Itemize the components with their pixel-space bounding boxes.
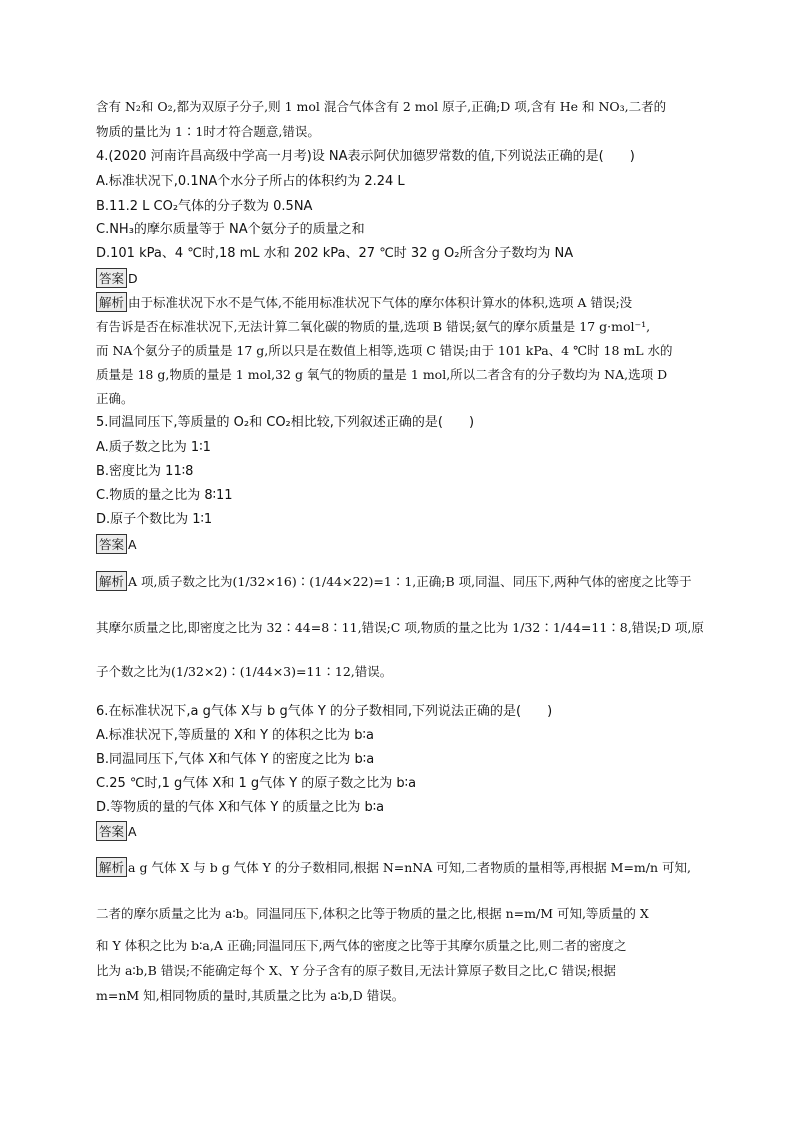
question-4-analysis-line-4: 质量是 18 g,物质的量是 1 mol,32 g 氧气的物质的量是 1 mol,所以二者含有的分子数均为 NA,选项 D <box>96 367 668 382</box>
question-5-stem: 5.同温同压下,等质量的 O₂和 CO₂相比较,下列叙述正确的是( ) <box>96 415 475 430</box>
question-4-option-a: A.标准状况下,0.1NA个水分子所占的体积约为 2.24 L <box>96 174 405 189</box>
analysis-label: 解析 <box>96 857 127 877</box>
question-6-answer <box>96 821 137 841</box>
question-4-option-b: B.11.2 L CO₂气体的分子数为 0.5NA <box>96 199 313 214</box>
question-5-answer <box>96 534 137 554</box>
question-6-stem: 6.在标准状况下,a g气体 X与 b g气体 Y 的分子数相同,下列说法正确的是( ) <box>96 704 553 719</box>
question-5-option-d: D.原子个数比为 1∶1 <box>96 512 213 527</box>
question-5-analysis-line-2: 其摩尔质量之比,即密度之比为 32∶44=8∶11,错误;C 项,物质的量之比为 1/32∶1/44=11∶8,错误;D 项,原 <box>96 620 704 635</box>
analysis-label: 解析 <box>96 571 127 591</box>
answer-value: D <box>128 271 138 286</box>
question-6-option-c: C.25 ℃时,1 g气体 X和 1 g气体 Y 的原子数之比为 b∶a <box>96 776 417 791</box>
question-4-analysis-line-5: 正确。 <box>96 391 134 406</box>
question-4-analysis-line-2: 有告诉是否在标准状况下,无法计算二氧化碳的物质的量,选项 B 错误;氨气的摩尔质量是 17 g·mol⁻¹, <box>96 319 651 334</box>
question-4-option-c: C.NH₃的摩尔质量等于 NA个氨分子的质量之和 <box>96 222 365 237</box>
answer-label: 答案 <box>96 821 127 841</box>
question-6-analysis-line-2: 二者的摩尔质量之比为 a∶b。同温同压下,体积之比等于物质的量之比,根据 n=m/M 可知,等质量的 X <box>96 906 649 921</box>
question-4-analysis-line-1 <box>96 292 632 312</box>
prev-analysis-line-2: 物质的量比为 1∶1时才符合题意,错误。 <box>96 124 320 139</box>
question-6-analysis-line-3: 和 Y 体积之比为 b∶a,A 正确;同温同压下,两气体的密度之比等于其摩尔质量之比,则二者的密度之 <box>96 938 627 953</box>
question-4-stem: 4.(2020 河南许昌高级中学高一月考)设 NA表示阿伏加德罗常数的值,下列说法正确的是( ) <box>96 149 635 164</box>
question-5-option-a: A.质子数之比为 1∶1 <box>96 440 211 455</box>
analysis-text: A 项,质子数之比为(1/32×16)∶(1/44×22)=1∶1,正确;B 项,同温、同压下,两种气体的密度之比等于 <box>128 574 692 589</box>
analysis-text: a g 气体 X 与 b g 气体 Y 的分子数相同,根据 N=nNA 可知,二者物质的量相等,再根据 M=m/n 可知, <box>128 860 691 875</box>
question-4-answer <box>96 268 138 288</box>
answer-label: 答案 <box>96 268 127 288</box>
question-4-option-d: D.101 kPa、4 ℃时,18 mL 水和 202 kPa、27 ℃时 32 g O₂所含分子数均为 NA <box>96 246 574 261</box>
answer-value: A <box>128 537 137 552</box>
answer-value: A <box>128 824 137 839</box>
question-6-option-b: B.同温同压下,气体 X和气体 Y 的密度之比为 b∶a <box>96 752 375 767</box>
question-5-option-c: C.物质的量之比为 8∶11 <box>96 488 233 503</box>
question-6-option-a: A.标准状况下,等质量的 X和 Y 的体积之比为 b∶a <box>96 728 374 743</box>
analysis-text: 由于标准状况下水不是气体,不能用标准状况下气体的摩尔体积计算水的体积,选项 A 错误;没 <box>128 295 633 310</box>
question-6-analysis-line-5: m=nM 知,相同物质的量时,其质量之比为 a∶b,D 错误。 <box>96 988 405 1003</box>
answer-label: 答案 <box>96 534 127 554</box>
question-6-analysis-line-1 <box>96 857 691 877</box>
prev-analysis-line-1: 含有 N₂和 O₂,都为双原子分子,则 1 mol 混合气体含有 2 mol 原子,正确;D 项,含有 He 和 NO₃,二者的 <box>96 99 667 114</box>
question-4-analysis-line-3: 而 NA个氨分子的质量是 17 g,所以只是在数值上相等,选项 C 错误;由于 101 kPa、4 ℃时 18 mL 水的 <box>96 343 673 358</box>
question-5-analysis-line-3: 子个数之比为(1/32×2)∶(1/44×3)=11∶12,错误。 <box>96 664 393 679</box>
analysis-label: 解析 <box>96 292 127 312</box>
question-6-analysis-line-4: 比为 a∶b,B 错误;不能确定每个 X、Y 分子含有的原子数目,无法计算原子数目之比,C 错误;根据 <box>96 963 616 978</box>
question-6-option-d: D.等物质的量的气体 X和气体 Y 的质量之比为 b∶a <box>96 800 385 815</box>
question-5-analysis-line-1 <box>96 571 692 591</box>
question-5-option-b: B.密度比为 11∶8 <box>96 464 194 479</box>
